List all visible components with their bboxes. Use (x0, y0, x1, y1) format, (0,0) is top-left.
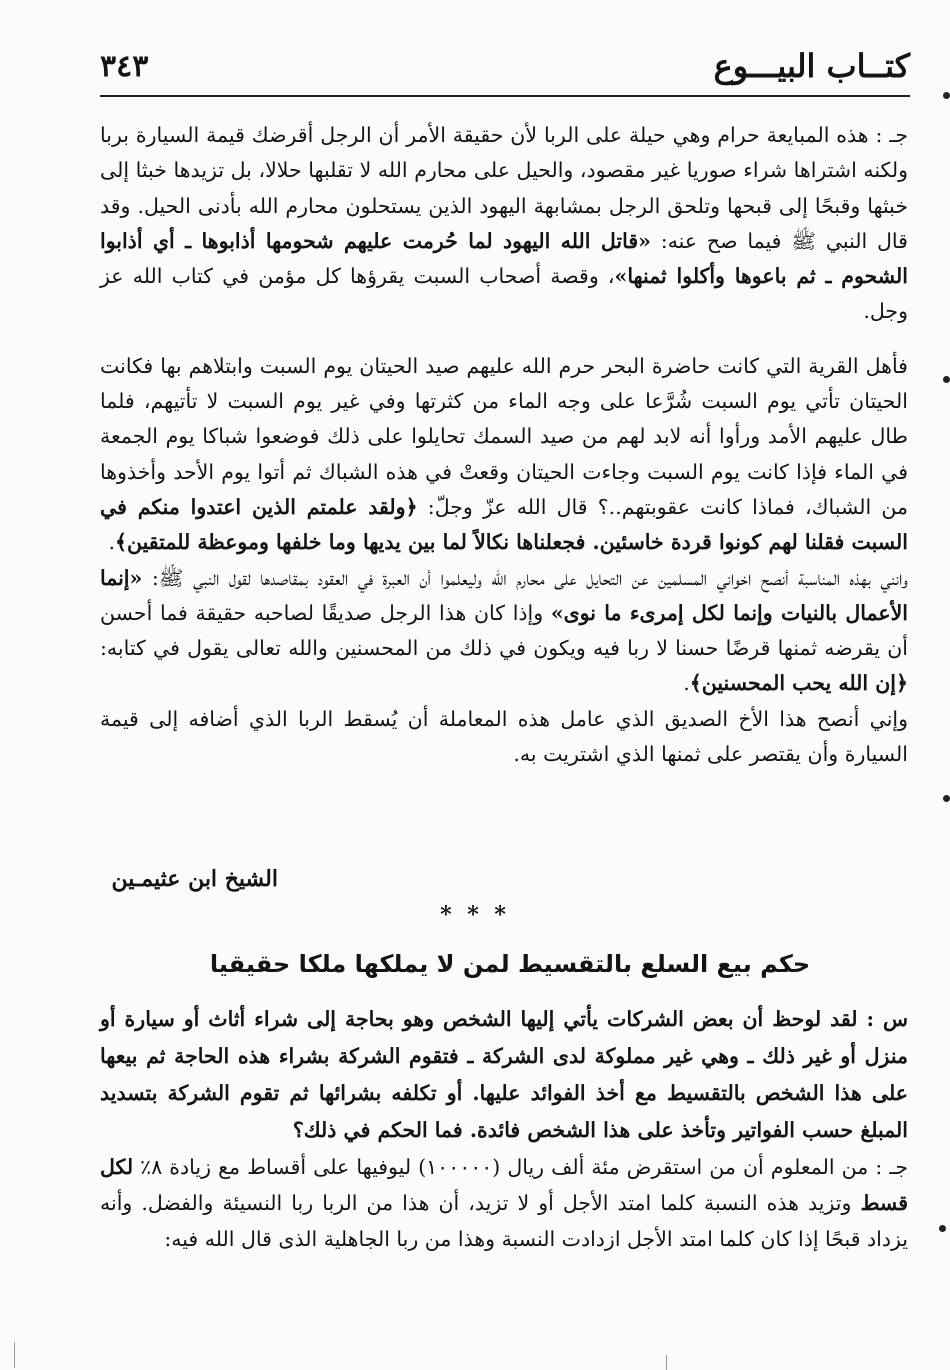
margin-dot (939, 1225, 946, 1232)
answer-bold: لكل قسط (100, 1155, 908, 1215)
paragraph-1 (100, 118, 908, 330)
crop-mark (14, 1342, 15, 1368)
paragraph-2 (100, 349, 908, 561)
paragraph-3-end: . (683, 671, 690, 696)
paragraph-1-end: ، وقصة أصحاب السبت يقرؤها كل مؤمن في كتاب الله عز وجل. (100, 264, 908, 324)
hadith-quote-1: «قاتل الله اليهود لما حُرمت عليهم شحومها أذابوها ـ أي أذابوا الشحوم ـ ثم باعوها وأكلوا ثمنها» (100, 228, 908, 289)
signature: الشيخ ابن عثيمـين (111, 866, 278, 892)
quran-quote-2: ﴿إن الله يحب المحسنين﴾ (689, 671, 908, 696)
hadith-quote-2: «إنما الأعمال بالنيات وإنما لكل إمرىء ما نوى» (100, 565, 909, 625)
question-text: س : لقد لوحظ أن بعض الشركات يأتي إليها الشخص وهو بحاجة إلى شراء أثاث أو سيارة أو منزل أو غير ذلك ـ وهي غير مملوكة لدى الشركة ـ فتقوم الشركة بشراء هذه الحاجة ثم بيعها على هذا الشخص بالتقسيط مع أخذ الفوائد عليها. أو تكلفه بشرائها ثم تقوم الشركة بتسديد المبلغ حسب الفواتير وتأخذ على هذا الشخص فائدة. فما الحكم في ذلك؟ (100, 1007, 908, 1142)
answer-start: جـ : من المعلوم أن من استقرض مئة ألف ريال (١٠٠٠٠٠) ليوفيها على أقساط مع زيادة ٨٪ (133, 1155, 908, 1179)
crop-mark (666, 1355, 667, 1370)
answer-rest: وتزيد هذه النسبة كلما امتد الأجل أو لا تزيد، أن هذا من الربا ربا النسيئة والفضل. وأنه يزداد قبحًا إذا كان كلما امتد الأجل ازدادت النسبة وهذا من ربا الجاهلية الذى قال الله فيه: (100, 1191, 908, 1251)
book-title: كتــاب البيـــوع (713, 47, 910, 85)
paragraph-3-text: وانني بهذه المناسبة أنصح اخواني المسلمين عن التحايل على محارم الله وليعلموا أن العبرة في العقود بمقاصدها لقول النبي ﷺ: (151, 565, 908, 590)
margin-dot (943, 795, 950, 802)
quran-quote-1: ﴿ولقد علمتم الذين اعتدوا منكم في السبت فقلنا لهم كونوا قردة خاسئين. فجعلناها نكالاً لما بين يديها وما خلفها وموعظة للمتقين﴾ (100, 494, 908, 555)
paragraph-2-text: فأهل القرية التي كانت حاضرة البحر حرم الله عليهم صيد الحيتان يوم السبت وابتلاهم بها فكانت الحيتان تأتي يوم السبت شُرَّعا على وجه الماء من كثرتها وفي غير يوم السبت لا تأتيهم، فلما طال عليهم الأمد ورأوا أنه لابد لهم من صيد السمك تحايلوا على ذلك فوضعوا شباكا يوم الجمعة في الماء فإذا كانت يوم السبت وجاءت الحيتان وقعتْ في هذه الشباك ثم أتوا يوم الأحد وأخذوها من الشباك، فماذا كانت عقوبتهم..؟ قال الله عزّ وجلّ: (100, 353, 909, 519)
section-body (100, 1001, 908, 1257)
paragraph-4 (100, 702, 908, 773)
page-header (100, 42, 910, 90)
margin-dot (943, 92, 950, 99)
paragraph-3-mid: وإذا كان هذا الرجل صديقًا لصاحبه حقيقة فما أحسن أن يقرضه ثمنها قرضًا حسنا لا ربا فيه ويكون في ذلك من المحسنين والله تعالى يقول في كتابه: (100, 600, 908, 661)
paragraph-3 (100, 561, 908, 702)
paragraph-2-end: . (108, 530, 115, 555)
paragraph-1-text: جـ : هذه المبايعة حرام وهي حيلة على الربا لأن حقيقة الأمر أن الرجل أقرضك قيمة السيارة بربا ولكنه اشتراها شراء صوريا غير مقصود، والحيل على محارم الله لا تقلبها حلالا، بل تزيدها خبثا إلى خبثها وقبحًا إلى قبحها وتلحق الرجل بمشابهة اليهود الذين يستحلون محارم الله بأدنى الحيل. وقد قال النبي ﷺ فيما صح عنه: (100, 123, 908, 253)
answer-text (100, 118, 908, 772)
header-rule (100, 95, 910, 97)
paragraph-4-text: وإني أنصح هذا الأخ الصديق الذي عامل هذه المعاملة أن يُسقط الربا الذي أضافه إلى قيمة السيارة وأن يقتصر على ثمنها الذي اشتريت به. (100, 706, 908, 767)
section-title: حكم بيع السلع بالتقسيط لمن لا يملكها ملكا حقيقيا (209, 950, 811, 978)
section-separator: * * * (440, 902, 510, 928)
page-number: ٣٤٣ (100, 48, 149, 84)
margin-dot (943, 376, 950, 383)
answer-paragraph (100, 1149, 908, 1257)
